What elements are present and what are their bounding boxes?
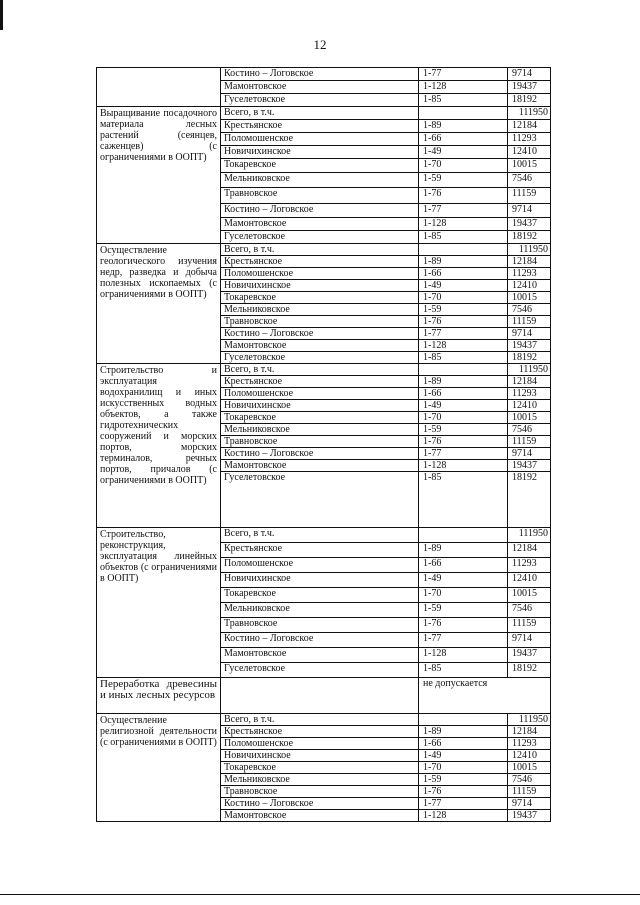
forestry-cell: Гуселетовское [221,472,419,528]
quarters-cell: 1-85 [419,94,508,107]
forestry-cell: Костино – Логовское [221,204,419,218]
quarters-cell: 1-89 [419,726,508,738]
area-cell: 18192 [508,472,551,528]
forestry-cell: Поломошенское [221,268,419,280]
area-cell: 11293 [508,133,551,146]
quarters-cell: 1-89 [419,256,508,268]
quarters-cell: 1-76 [419,316,508,328]
area-cell: 12410 [508,573,551,588]
forestry-cell: Мамонтовское [221,340,419,352]
forestry-cell: Поломошенское [221,388,419,400]
area-cell: 11159 [508,618,551,633]
area-cell: 9714 [508,328,551,340]
forestry-cell: Мельниковское [221,774,419,786]
area-cell: 12410 [508,750,551,762]
forestry-cell: Крестьянское [221,256,419,268]
forestry-cell: Новичихинское [221,573,419,588]
area-cell: 12184 [508,376,551,388]
quarters-cell: 1-49 [419,400,508,412]
area-cell: 111950 [508,714,551,726]
area-cell: 18192 [508,231,551,244]
quarters-cell [419,364,508,376]
quarters-cell: 1-77 [419,633,508,648]
forestry-cell: Токаревское [221,159,419,173]
quarters-cell: 1-66 [419,738,508,750]
quarters-cell: 1-59 [419,424,508,436]
area-cell: 9714 [508,68,551,81]
area-cell: 12184 [508,120,551,133]
quarters-cell: 1-49 [419,146,508,159]
area-cell: 11159 [508,316,551,328]
area-cell: 10015 [508,412,551,424]
forestry-cell: Всего, в т.ч. [221,528,419,543]
area-cell: 11159 [508,188,551,204]
forestry-cell: Костино – Логовское [221,68,419,81]
table-row [97,244,551,256]
forestry-cell: Поломошенское [221,133,419,146]
area-cell: 111950 [508,364,551,376]
area-cell: 19437 [508,460,551,472]
quarters-cell: 1-70 [419,292,508,304]
quarters-cell: 1-66 [419,268,508,280]
forestry-cell: Крестьянское [221,376,419,388]
table-row [97,68,551,81]
forestry-cell: Мамонтовское [221,648,419,663]
quarters-cell: 1-76 [419,188,508,204]
area-cell: 7546 [508,424,551,436]
area-cell: 111950 [508,244,551,256]
quarters-cell [419,528,508,543]
quarters-cell: 1-85 [419,472,508,528]
quarters-cell: 1-59 [419,603,508,618]
forestry-cell: Всего, в т.ч. [221,714,419,726]
quarters-cell: 1-59 [419,173,508,188]
forestry-cell: Всего, в т.ч. [221,107,419,120]
area-cell: 18192 [508,663,551,678]
forestry-cell: Мельниковское [221,603,419,618]
area-cell: 18192 [508,352,551,364]
area-cell: 12410 [508,400,551,412]
forestry-cell: Травновское [221,786,419,798]
area-cell: 19437 [508,648,551,663]
area-cell: 10015 [508,588,551,603]
forestry-cell: Мельниковское [221,173,419,188]
forestry-cell: Новичихинское [221,750,419,762]
table-row [97,678,551,714]
forestry-activities-table [96,67,551,822]
quarters-cell: 1-76 [419,786,508,798]
quarters-cell: 1-59 [419,774,508,786]
activity-cell [97,68,221,107]
area-cell: 12184 [508,726,551,738]
quarters-cell: 1-59 [419,304,508,316]
forestry-cell: Костино – Логовское [221,798,419,810]
quarters-cell: 1-49 [419,280,508,292]
area-cell: 111950 [508,107,551,120]
quarters-cell: 1-70 [419,159,508,173]
forestry-cell: Травновское [221,188,419,204]
quarters-cell: 1-77 [419,68,508,81]
area-cell: 19437 [508,218,551,231]
quarters-cell: 1-89 [419,120,508,133]
activity-cell: Осуществление геологического изучения недр, разведка и добыча полезных ископаемых (с ограничениями в ООПТ) [97,244,221,364]
area-cell: 7546 [508,603,551,618]
forestry-cell: Токаревское [221,588,419,603]
quarters-cell: 1-77 [419,798,508,810]
area-cell: 7546 [508,304,551,316]
quarters-cell: 1-70 [419,762,508,774]
activity-cell: Осуществление религиозной деятельности (с ограничениями в ООПТ) [97,714,221,822]
forestry-cell: Мамонтовское [221,81,419,94]
area-cell: 19437 [508,810,551,822]
forestry-cell: Крестьянское [221,543,419,558]
quarters-cell: 1-128 [419,81,508,94]
forestry-cell: Костино – Логовское [221,448,419,460]
forestry-cell: Травновское [221,316,419,328]
forestry-cell [221,678,419,714]
forestry-cell: Мельниковское [221,424,419,436]
area-cell: 19437 [508,340,551,352]
table-row [97,107,551,120]
quarters-cell: 1-89 [419,543,508,558]
area-cell: 19437 [508,81,551,94]
forestry-cell: Гуселетовское [221,231,419,244]
area-cell: 10015 [508,159,551,173]
quarters-cell: 1-66 [419,558,508,573]
forestry-cell: Мельниковское [221,304,419,316]
quarters-cell: 1-70 [419,412,508,424]
area-cell: 9714 [508,798,551,810]
forestry-cell: Травновское [221,436,419,448]
forestry-cell: Костино – Логовское [221,328,419,340]
area-cell: 111950 [508,528,551,543]
forestry-cell: Костино – Логовское [221,633,419,648]
area-cell: 7546 [508,173,551,188]
forestry-cell: Поломошенское [221,738,419,750]
area-cell: 9714 [508,633,551,648]
forestry-cell: Гуселетовское [221,352,419,364]
area-cell: 11293 [508,268,551,280]
activity-cell: Переработка древесины и иных лесных ресурсов [97,678,221,714]
activity-cell: Строительство, реконструкция, эксплуатация линейных объектов (с ограничениями в ООПТ) [97,528,221,678]
quarters-cell: 1-49 [419,573,508,588]
area-cell: 9714 [508,448,551,460]
forestry-cell: Новичихинское [221,400,419,412]
quarters-cell: 1-66 [419,133,508,146]
page-number: 12 [313,37,327,52]
forestry-cell: Токаревское [221,412,419,424]
forestry-cell: Всего, в т.ч. [221,364,419,376]
area-cell: 11159 [508,436,551,448]
area-cell: 11293 [508,558,551,573]
quarters-cell: 1-89 [419,376,508,388]
quarters-cell: 1-128 [419,810,508,822]
forestry-cell: Токаревское [221,292,419,304]
area-cell: 11293 [508,388,551,400]
quarters-cell: 1-128 [419,648,508,663]
forestry-cell: Крестьянское [221,726,419,738]
quarters-cell: 1-66 [419,388,508,400]
area-cell: 10015 [508,292,551,304]
forestry-cell: Новичихинское [221,280,419,292]
forestry-cell: Гуселетовское [221,663,419,678]
quarters-cell: 1-77 [419,204,508,218]
forestry-cell: Токаревское [221,762,419,774]
quarters-cell: 1-77 [419,328,508,340]
forestry-cell: Гуселетовское [221,94,419,107]
quarters-cell: 1-128 [419,218,508,231]
forestry-cell: Новичихинское [221,146,419,159]
forestry-cell: Поломошенское [221,558,419,573]
quarters-cell: 1-76 [419,436,508,448]
note-cell: не допускается [419,678,551,714]
area-cell: 9714 [508,204,551,218]
quarters-cell: 1-85 [419,352,508,364]
forestry-cell: Мамонтовское [221,810,419,822]
area-cell: 11159 [508,786,551,798]
area-cell: 11293 [508,738,551,750]
quarters-cell: 1-128 [419,460,508,472]
forestry-cell: Крестьянское [221,120,419,133]
quarters-cell: 1-49 [419,750,508,762]
quarters-cell [419,244,508,256]
forestry-cell: Мамонтовское [221,460,419,472]
area-cell: 12184 [508,256,551,268]
activity-cell: Строительство и эксплуатация водохранилищ и иных искусственных водных объектов, а также гидротехнических сооружений и морских портов, морских терминалов, речных портов, причалов (с ограничениями в ООПТ) [97,364,221,528]
quarters-cell [419,714,508,726]
forestry-cell: Мамонтовское [221,218,419,231]
area-cell: 7546 [508,774,551,786]
quarters-cell: 1-85 [419,231,508,244]
quarters-cell: 1-70 [419,588,508,603]
page-bottom-rule [0,894,640,895]
area-cell: 18192 [508,94,551,107]
activity-cell: Выращивание посадочного материала лесных растений (сеянцев, саженцев) (с ограничениями в ООПТ) [97,107,221,244]
quarters-cell: 1-77 [419,448,508,460]
table-row [97,364,551,376]
quarters-cell: 1-76 [419,618,508,633]
quarters-cell [419,107,508,120]
quarters-cell: 1-128 [419,340,508,352]
table-row [97,714,551,726]
area-cell: 10015 [508,762,551,774]
forestry-cell: Травновское [221,618,419,633]
area-cell: 12410 [508,146,551,159]
forestry-cell: Всего, в т.ч. [221,244,419,256]
area-cell: 12184 [508,543,551,558]
scan-edge-mark [0,0,3,30]
area-cell: 12410 [508,280,551,292]
quarters-cell: 1-85 [419,663,508,678]
table-row [97,528,551,543]
